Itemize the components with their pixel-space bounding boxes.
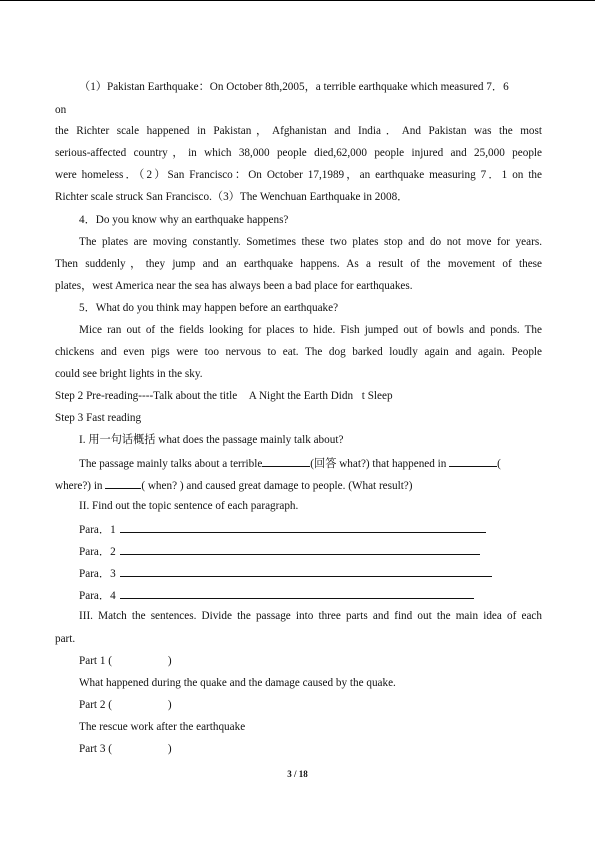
text-line: on [55, 104, 67, 116]
text-line: plates，west America near the sea has always been a bad place for earthquakes. [55, 280, 413, 292]
exercise-heading: III. Match the sentences. Divide the passage into three parts and find out the main idea of each [79, 610, 542, 622]
text-line: chickens and even pigs were too nervous to eat. The dog barked loudly again and again. People [55, 346, 542, 358]
exercise-heading: II. Find out the topic sentence of each paragraph. [79, 500, 299, 512]
text-fragment: (回答 what?) that happened in [310, 458, 447, 470]
text-line: Mice ran out of the fields looking for places to hide. Fish jumped out of bowls and ponds. The [79, 324, 542, 336]
answer-blank[interactable] [262, 455, 310, 467]
step-heading: Step 3 Fast reading [55, 412, 142, 424]
text-line: Then suddenly，they jump and an earthquake happens. As a result of the movement of these [55, 258, 542, 270]
part-description: The rescue work after the earthquake [79, 721, 246, 733]
answer-blank[interactable] [120, 565, 492, 577]
text-line: were homeless．（2）San Francisco：On October 17,1989，an earthquake measuring 7．1 on the [55, 169, 542, 181]
part-label: Part 2 ( ) [79, 699, 172, 711]
text-line: （1）Pakistan Earthquake：On October 8th,2005，a terrible earthquake which measured 7．6 [79, 81, 509, 93]
para-label: Para．3 [79, 568, 116, 580]
exercise-heading: I. 用一句话概括 what does the passage mainly talk about? [79, 434, 344, 446]
answer-blank[interactable] [120, 521, 486, 533]
text-fragment: where?) in [55, 480, 103, 492]
para-line [79, 565, 492, 581]
page-number: 3 / 18 [287, 769, 308, 779]
para-label: Para．1 [79, 524, 116, 536]
text-line: the Richter scale happened in Pakistan，Afghanistan and India．And Pakistan was the most [55, 125, 542, 137]
answer-blank[interactable] [105, 477, 141, 489]
part-label: Part 1 ( ) [79, 655, 172, 667]
text-fragment: The passage mainly talks about a terrible [79, 458, 263, 470]
part-label: Part 3 ( ) [79, 743, 172, 755]
text-line: Richter scale struck San Francisco.（3）The Wenchuan Earthquake in 2008． [55, 191, 409, 203]
part-description: What happened during the quake and the damage caused by the quake. [79, 677, 396, 689]
fill-in-line [79, 455, 501, 471]
text-fragment: ( when? ) and caused great damage to people. (What result?) [141, 480, 413, 492]
para-label: Para．4 [79, 590, 116, 602]
step-heading: Step 2 Pre-reading----Talk about the title  A Night the Earth Didn t Sleep  [55, 390, 402, 402]
para-label: Para．2 [79, 546, 116, 558]
answer-blank[interactable] [449, 455, 497, 467]
answer-blank[interactable] [120, 587, 474, 599]
text-line: The plates are moving constantly. Sometimes these two plates stop and do not move for years. [79, 236, 542, 248]
text-line: serious-affected country，in which 38,000 people died,62,000 people injured and 25,000 people [55, 147, 542, 159]
question-heading: 4．Do you know why an earthquake happens? [79, 214, 289, 226]
text-line: part. [55, 633, 76, 645]
question-heading: 5．What do you think may happen before an earthquake? [79, 302, 339, 314]
top-rule [0, 0, 595, 1]
para-line [79, 543, 480, 559]
answer-blank[interactable] [120, 543, 480, 555]
para-line [79, 521, 486, 537]
fill-in-line [55, 477, 413, 493]
text-fragment: ( [497, 458, 501, 470]
para-line [79, 587, 474, 603]
text-line: could see bright lights in the sky. [55, 368, 203, 380]
